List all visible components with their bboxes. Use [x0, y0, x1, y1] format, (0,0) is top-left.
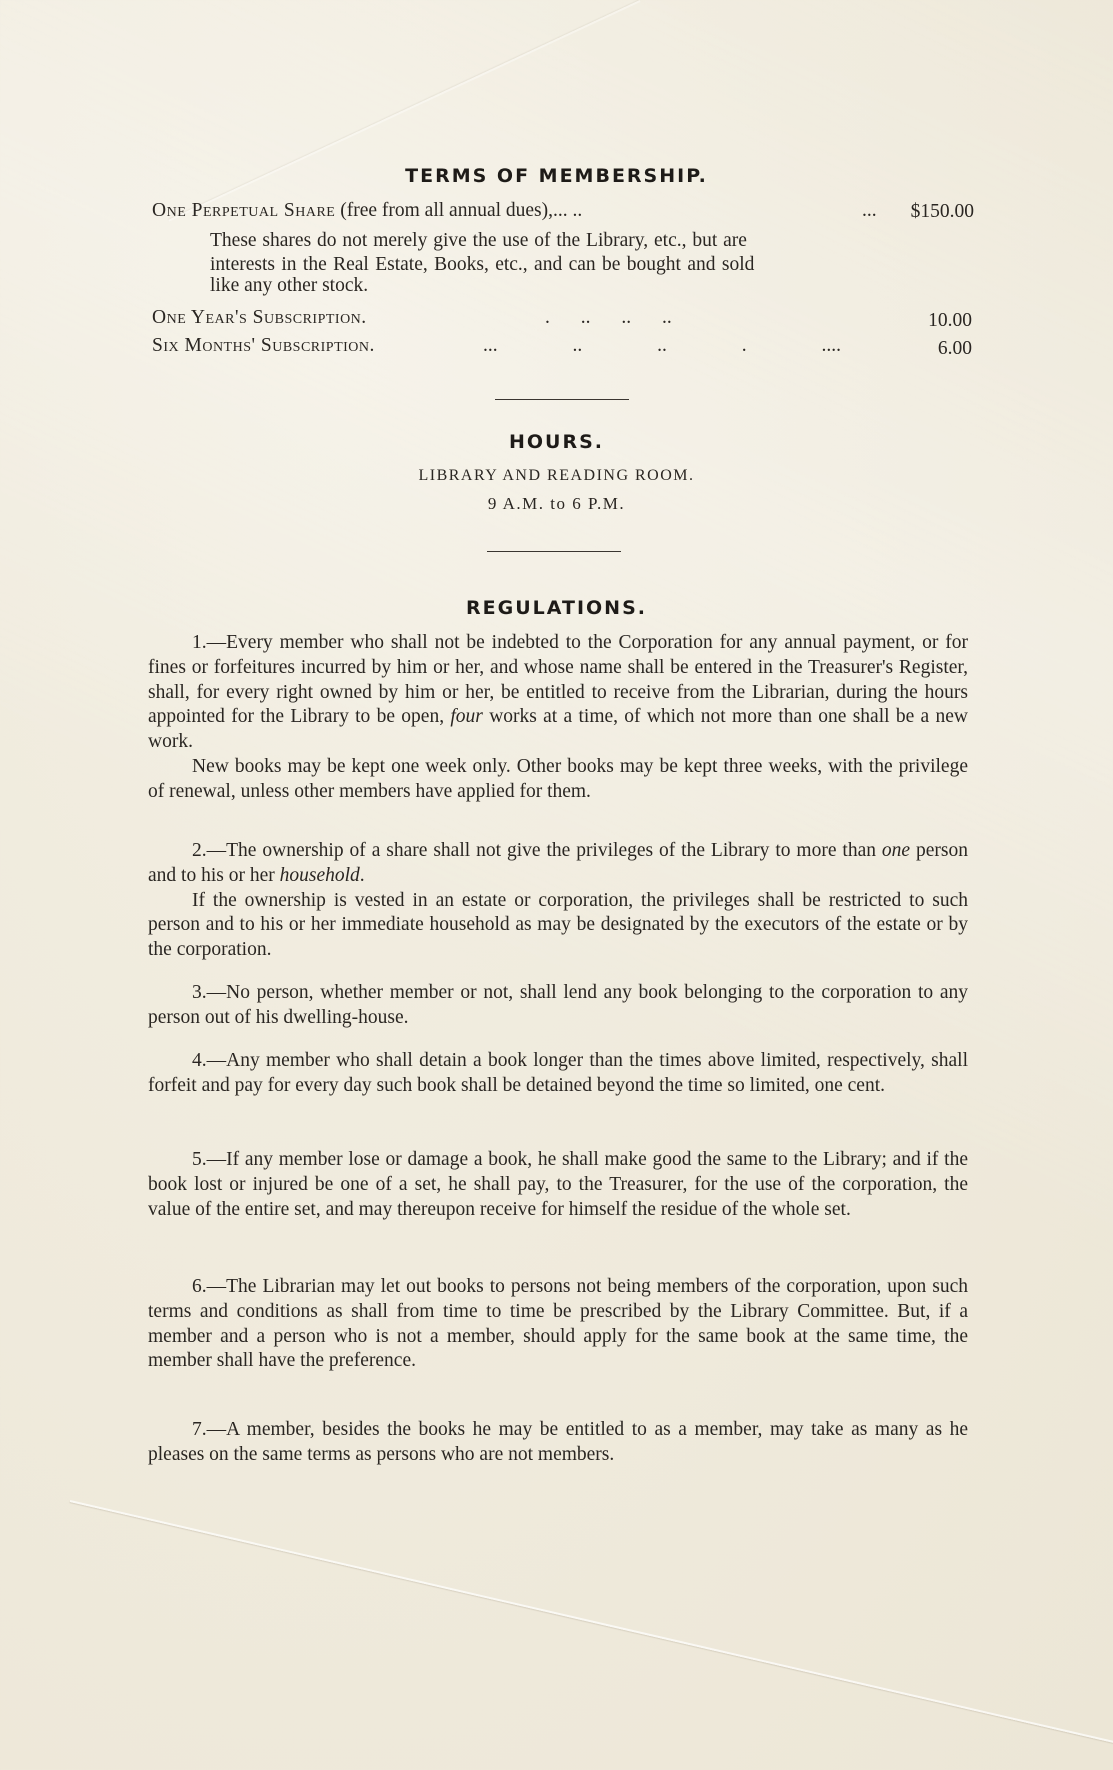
hours-heading: HOURS. — [508, 431, 604, 453]
regulation-text: New books may be kept one week only. Other books may be kept three weeks, with the privilege of renewal, unless other members have applied for them. — [148, 755, 968, 802]
regulation-paragraph — [148, 1049, 968, 1099]
one-year-leader: . .. .. .. — [545, 307, 672, 328]
perpetual-share-desc-2: interests in the Real Estate, Books, etc., and can be bought and sold — [210, 254, 755, 275]
regulation-paragraph — [148, 631, 968, 755]
emphasis-text: one — [881, 840, 911, 861]
regulation-item — [148, 839, 968, 963]
regulation-paragraph — [148, 1418, 968, 1468]
perpetual-share-label: One Perpetual Share — [152, 200, 336, 221]
regulation-item — [148, 1275, 968, 1374]
perpetual-share-leader: ... — [862, 200, 877, 221]
perpetual-share-amount: $150.00 — [910, 201, 974, 222]
regulation-paragraph — [148, 889, 968, 963]
regulation-paragraph — [148, 839, 968, 889]
one-year-amount: 10.00 — [928, 310, 972, 331]
regulation-text: works at a time, of which not more than one shall be a new work. — [148, 706, 968, 753]
regulation-paragraph — [148, 755, 968, 805]
regulation-number: 5. — [192, 1149, 207, 1170]
regulation-text: —The ownership of a share shall not give the privileges of the Library to more than — [206, 840, 882, 861]
regulation-text: . — [359, 864, 365, 886]
paper-crease-top — [168, 0, 640, 222]
perpetual-share-desc-1: These shares do not merely give the use of the Library, etc., but are — [210, 230, 747, 251]
regulation-paragraph — [148, 1275, 968, 1374]
regulation-number: 2. — [192, 840, 207, 861]
regulation-paragraph — [148, 981, 968, 1031]
regulation-text: —Every member who shall not be indebted to the Corporation for any annual payment, or for fines or forfeitures incurred by him or her, and whose name shall be entered in the Treasurer's Register, shall, for every right owned by him or her, be entitled to receive from the Librarian, during the hours appointed for the Library to be open, — [148, 632, 968, 728]
regulation-number: 7. — [192, 1419, 207, 1440]
divider-1 — [495, 399, 629, 400]
six-months-amount: 6.00 — [937, 338, 972, 359]
regulation-text: —Any member who shall detain a book longer than the times above limited, respectively, shall forfeit and pay for every day such book shall be detained beyond the time so limited, one cent. — [148, 1050, 968, 1096]
regulation-item — [148, 1418, 968, 1468]
regulation-text: person and to his or her — [148, 840, 968, 886]
one-year-label: One Year's Subscription. — [152, 307, 367, 328]
emphasis-text: four — [450, 706, 483, 728]
regulation-item — [148, 1049, 968, 1099]
regulation-text: —The Librarian may let out books to persons not being members of the corporation, upon such terms and conditions as shall from time to time be prescribed by the Library Committee. But, if a member and a person who is not a member, should apply for the same book at the same time, the member shall have the preference. — [148, 1276, 968, 1372]
regulation-item — [148, 631, 968, 805]
regulation-number: 6. — [192, 1276, 207, 1297]
regulation-number: 1. — [192, 632, 207, 653]
paper-crease-bottom — [70, 1500, 1113, 1763]
regulation-item — [148, 981, 968, 1031]
regulation-text: If the ownership is vested in an estate or corporation, the privileges shall be restricted to such person and to his or her immediate household as may be designated by the executors of the estate or by the corporation. — [148, 889, 968, 961]
emphasis-text: household — [279, 864, 360, 886]
regulation-text: —A member, besides the books he may be entitled to as a member, may take as many as he pleases on the same terms as persons who are not members. — [148, 1419, 968, 1465]
regulation-item — [148, 1148, 968, 1222]
regulations-heading: REGULATIONS. — [466, 597, 647, 619]
six-months-label: Six Months' Subscription. — [152, 335, 375, 356]
terms-heading: TERMS OF MEMBERSHIP. — [405, 165, 708, 187]
divider-2 — [487, 551, 621, 552]
perpetual-share-line — [152, 199, 582, 223]
regulation-paragraph — [148, 1148, 968, 1222]
six-months-leader: ... .. .. . .... — [483, 335, 841, 356]
hours-time: 9 A.M. to 6 P.M. — [487, 494, 626, 513]
regulation-number: 3. — [192, 982, 207, 1003]
regulation-number: 4. — [192, 1050, 207, 1071]
hours-subtitle: LIBRARY AND READING ROOM. — [418, 467, 695, 484]
regulation-text: —No person, whether member or not, shall lend any book belonging to the corporation to any person out of his dwelling-house. — [148, 982, 968, 1028]
perpetual-share-note: (free from all annual dues),... .. — [340, 200, 583, 221]
regulation-text: —If any member lose or damage a book, he shall make good the same to the Library; and if the book lost or injured be one of a set, he shall pay, to the Treasurer, for the use of the corporation, the value of the entire set, and may thereupon receive for himself the residue of the whole set. — [148, 1149, 968, 1220]
perpetual-share-desc-3: like any other stock. — [210, 275, 369, 296]
